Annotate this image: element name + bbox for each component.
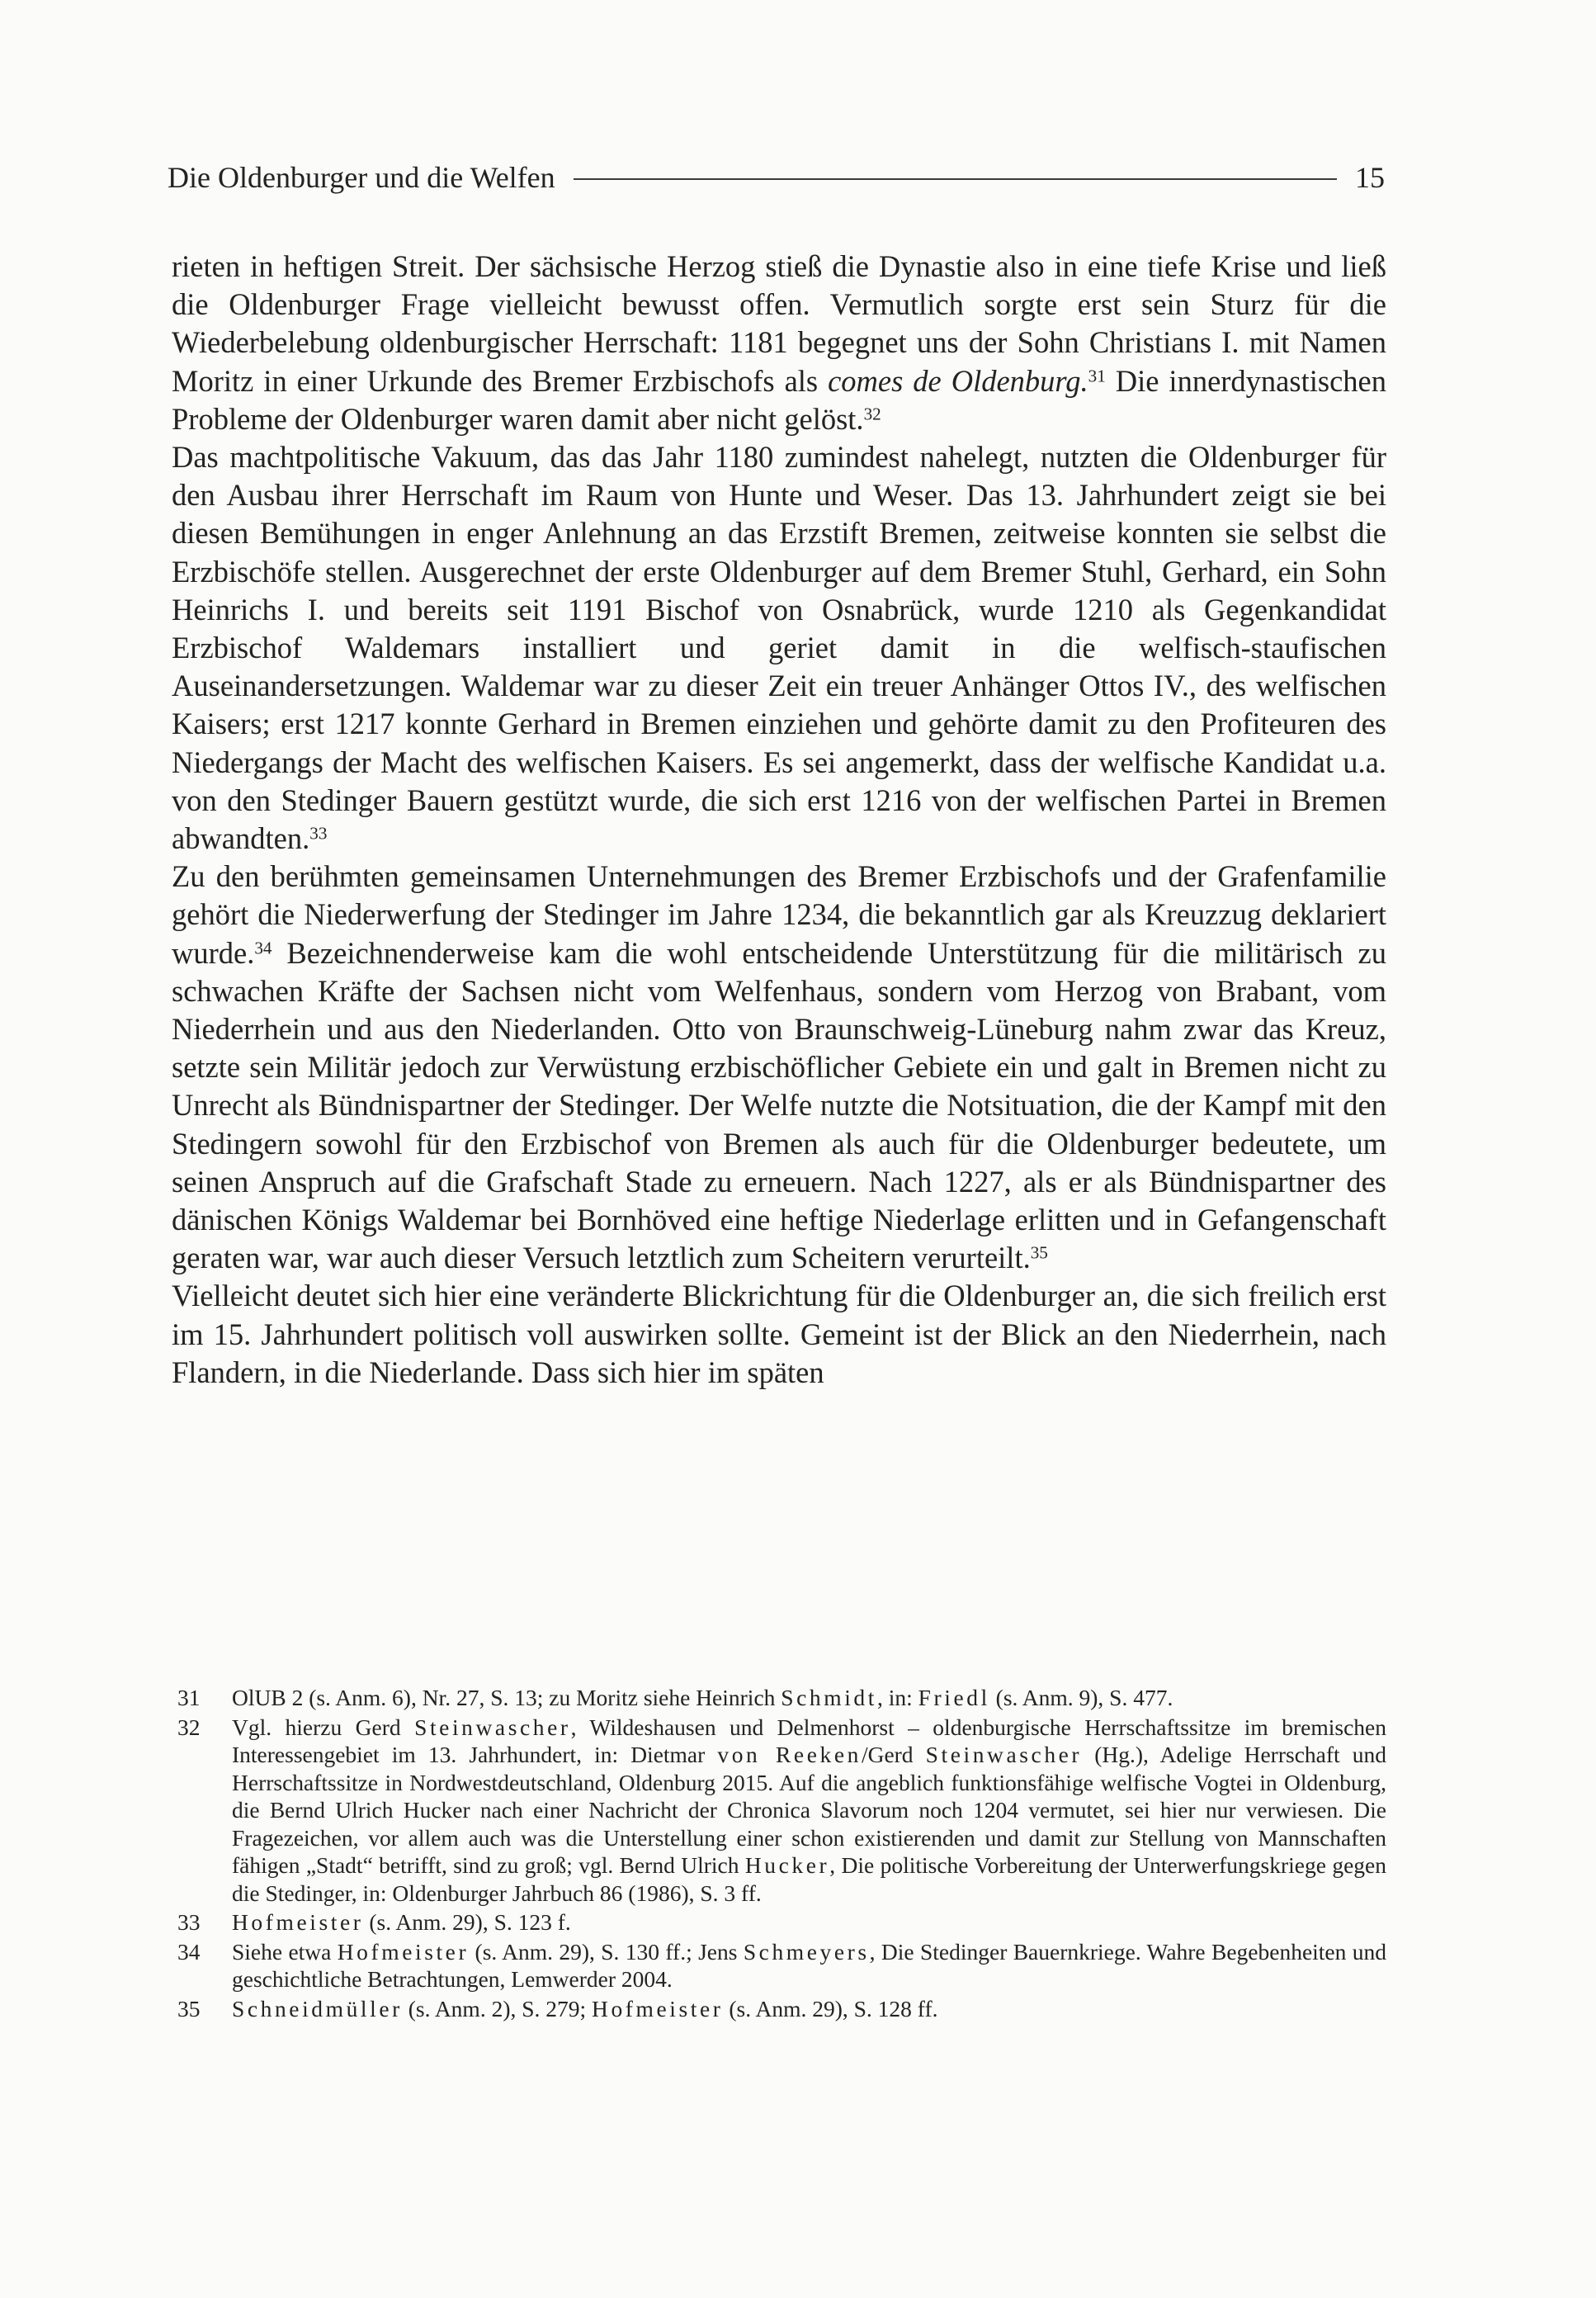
running-title: Die Oldenburger und die Welfen	[168, 161, 555, 194]
footnote-text	[232, 1938, 1386, 1993]
fn-segment: (Hg.), Adelige Herrschaft und Herrschaftssitze in Nordwestdeutschland, Oldenburg 2015. Auf die angeblich funktionsfähige welfische Vogtei in Oldenburg, die Bernd Ulrich Hucker nach einer Nachricht der Chronica Slavorum noch 1204 vermutet, sei hier nur verwiesen. Die Fragezeichen, vor allem auch was die Unterstellung einer schon existierenden und damit zur Stellung von Mannschaften fähigen „Stadt“ betrifft, sind zu groß; vgl. Bernd Ulrich	[232, 1742, 1386, 1878]
footnote-34	[177, 1938, 1386, 1993]
fn-segment: (s. Anm. 9), S. 477.	[989, 1685, 1173, 1710]
p3-text-b: Bezeichnenderweise kam die wohl entscheidende Unterstützung für die militärisch zu schwachen Kräfte der Sachsen nicht vom Welfenhaus, sondern vom Herzog von Brabant, vom Niederrhein und aus den Niederlanden. Otto von Braunschweig-Lüneburg nahm zwar das Kreuz, setzte sein Militär jedoch zur Verwüstung erzbischöflicher Gebiete ein und galt in Bremen nicht zu Unrecht als Bündnispartner der Stedinger. Der Welfe nutzte die Notsituation, die der Kampf mit den Stedingern sowohl für den Erzbischof von Bremen als auch für die Oldenburger bedeutete, um seinen Anspruch auf die Grafschaft Stade zu erneuern. Nach 1227, als er als Bündnispartner des dänischen Königs Waldemar bei Bornhöved eine heftige Niederlage erlitten und in Gefangenschaft geraten war, war auch dieser Versuch letztlich zum Scheitern verurteilt.	[172, 935, 1386, 1275]
author-name: Hofmeister	[232, 1909, 364, 1935]
fn-segment: OlUB 2 (s. Anm. 6), Nr. 27, S. 13; zu Moritz siehe Heinrich	[232, 1685, 781, 1710]
fn-segment: (s. Anm. 29), S. 128 ff.	[723, 1995, 938, 2021]
p3-text-a: Zu den berühmten gemeinsamen Unternehmungen des Bremer Erzbischofs und der Grafenfamilie gehört die Niederwerfung der Stedinger im Jahre 1234, die bekanntlich gar als Kreuzzug deklariert wurde.	[172, 859, 1386, 970]
footnote-ref-33[interactable]: 33	[309, 823, 328, 844]
paragraph-1	[172, 248, 1386, 438]
paragraph-4: Vielleicht deutet sich hier eine veränderte Blickrichtung für die Oldenburger an, die sich freilich erst im 15. Jahrhundert politisch voll auswirken sollte. Gemeint ist der Blick an den Niederrhein, nach Flandern, in die Niederlande. Dass sich hier im späten	[172, 1279, 1386, 1389]
fn-segment: /Gerd	[861, 1742, 926, 1767]
footnote-32	[177, 1714, 1386, 1908]
author-name: Friedl	[918, 1685, 990, 1710]
body-text	[172, 248, 1386, 1392]
header-rule	[574, 178, 1337, 180]
p1-text-a: rieten in heftigen Streit. Der sächsische Herzog stieß die Dynastie also in eine tiefe Krise und ließ die Oldenburger Frage vielleicht bewusst offen. Vermutlich sorgte erst sein Sturz für die Wiederbelebung oldenburgischer Herrschaft: 1181 begegnet uns der Sohn Christians I. mit Namen Moritz in einer Urkunde des Bremer Erzbischofs als	[172, 249, 1386, 398]
footnotes	[177, 1684, 1386, 2024]
fn-segment: (s. Anm. 29), S. 130 ff.; Jens	[469, 1938, 744, 1965]
p1-italic-comes: comes de Oldenburg.	[828, 363, 1088, 398]
fn-segment: (s. Anm. 29), S. 123 f.	[363, 1909, 571, 1935]
footnote-35	[177, 1995, 1386, 2023]
footnote-number: 31	[177, 1685, 201, 1710]
fn-segment: , Die Stedinger Bauernkriege. Wahre Begebenheiten und geschichtliche Betrachtungen, Lemwerder 2004.	[232, 1938, 1387, 1992]
footnote-ref-34[interactable]: 34	[254, 938, 272, 958]
author-name: Steinwascher	[925, 1742, 1083, 1767]
p1-text-b: Die innerdynastischen Probleme der Oldenburger waren damit aber nicht gelöst.	[172, 363, 1386, 436]
footnote-ref-31[interactable]: 31	[1088, 365, 1106, 385]
footnote-ref-35[interactable]: 35	[1030, 1242, 1048, 1263]
page-number: 15	[1355, 161, 1385, 194]
author-name: Hofmeister	[592, 1995, 724, 2021]
fn-segment: , Die politische Vorbereitung der Unterwerfungskriege gegen die Stedinger, in: Oldenburger Jahrbuch 86 (1986), S. 3 ff.	[232, 1852, 1387, 1906]
footnote-33	[177, 1908, 1386, 1936]
footnote-text	[232, 1714, 1386, 1908]
fn-segment: , in:	[876, 1685, 918, 1710]
footnote-text	[232, 1684, 1386, 1712]
fn-segment: Vgl. hierzu Gerd	[232, 1714, 415, 1740]
fn-segment: , Wildeshausen und Delmenhorst – oldenburgische Herrschaftssitze im bremischen Interessengebiet im 13. Jahrhundert, in: Dietmar	[232, 1714, 1386, 1767]
footnote-number: 34	[177, 1938, 201, 1965]
author-name: von Reeken	[717, 1742, 862, 1767]
paragraph-3	[172, 858, 1386, 1277]
footnote-number: 32	[177, 1714, 201, 1740]
paragraph-2	[172, 438, 1386, 858]
p2-text: Das machtpolitische Vakuum, das das Jahr 1180 zumindest nahelegt, nutzten die Oldenburger für den Ausbau ihrer Herrschaft im Raum von Hunte und Weser. Das 13. Jahrhundert zeigt sie bei diesen Bemühungen in enger Anlehnung an das Erzstift Bremen, zeitweise konnten sie selbst die Erzbischöfe stellen. Ausgerechnet der erste Oldenburger auf dem Bremer Stuhl, Gerhard, ein Sohn Heinrichs I. und bereits seit 1191 Bischof von Osnabrück, wurde 1210 als Gegenkandidat Erzbischof Waldemars installiert und geriet damit in die welfisch-staufischen Auseinandersetzungen. Waldemar war zu dieser Zeit ein treuer Anhänger Ottos IV., des welfischen Kaisers; erst 1217 konnte Gerhard in Bremen einziehen und gehörte damit zu den Profiteuren des Niedergangs der Macht des welfischen Kaisers. Es sei angemerkt, dass der welfische Kandidat u.a. von den Stedinger Bauern gestützt wurde, die sich erst 1216 von der welfischen Partei in Bremen abwandten.	[172, 440, 1386, 856]
running-header	[168, 149, 1385, 195]
author-name: Hucker	[744, 1852, 830, 1878]
author-name: Schneidmüller	[232, 1995, 403, 2021]
author-name: Schmidt	[781, 1685, 877, 1710]
fn-segment: Siehe etwa	[232, 1938, 338, 1965]
footnote-number: 35	[177, 1995, 201, 2021]
footnote-text	[232, 1908, 1386, 1936]
footnote-text	[232, 1995, 1386, 2023]
author-name: Hofmeister	[337, 1938, 470, 1965]
footnote-ref-32[interactable]: 32	[863, 404, 881, 424]
footnote-31	[177, 1684, 1386, 1712]
footnote-number: 33	[177, 1909, 201, 1935]
author-name: Steinwascher	[414, 1714, 571, 1740]
fn-segment: (s. Anm. 2), S. 279;	[402, 1995, 593, 2021]
author-name: Schmeyers	[743, 1938, 870, 1965]
